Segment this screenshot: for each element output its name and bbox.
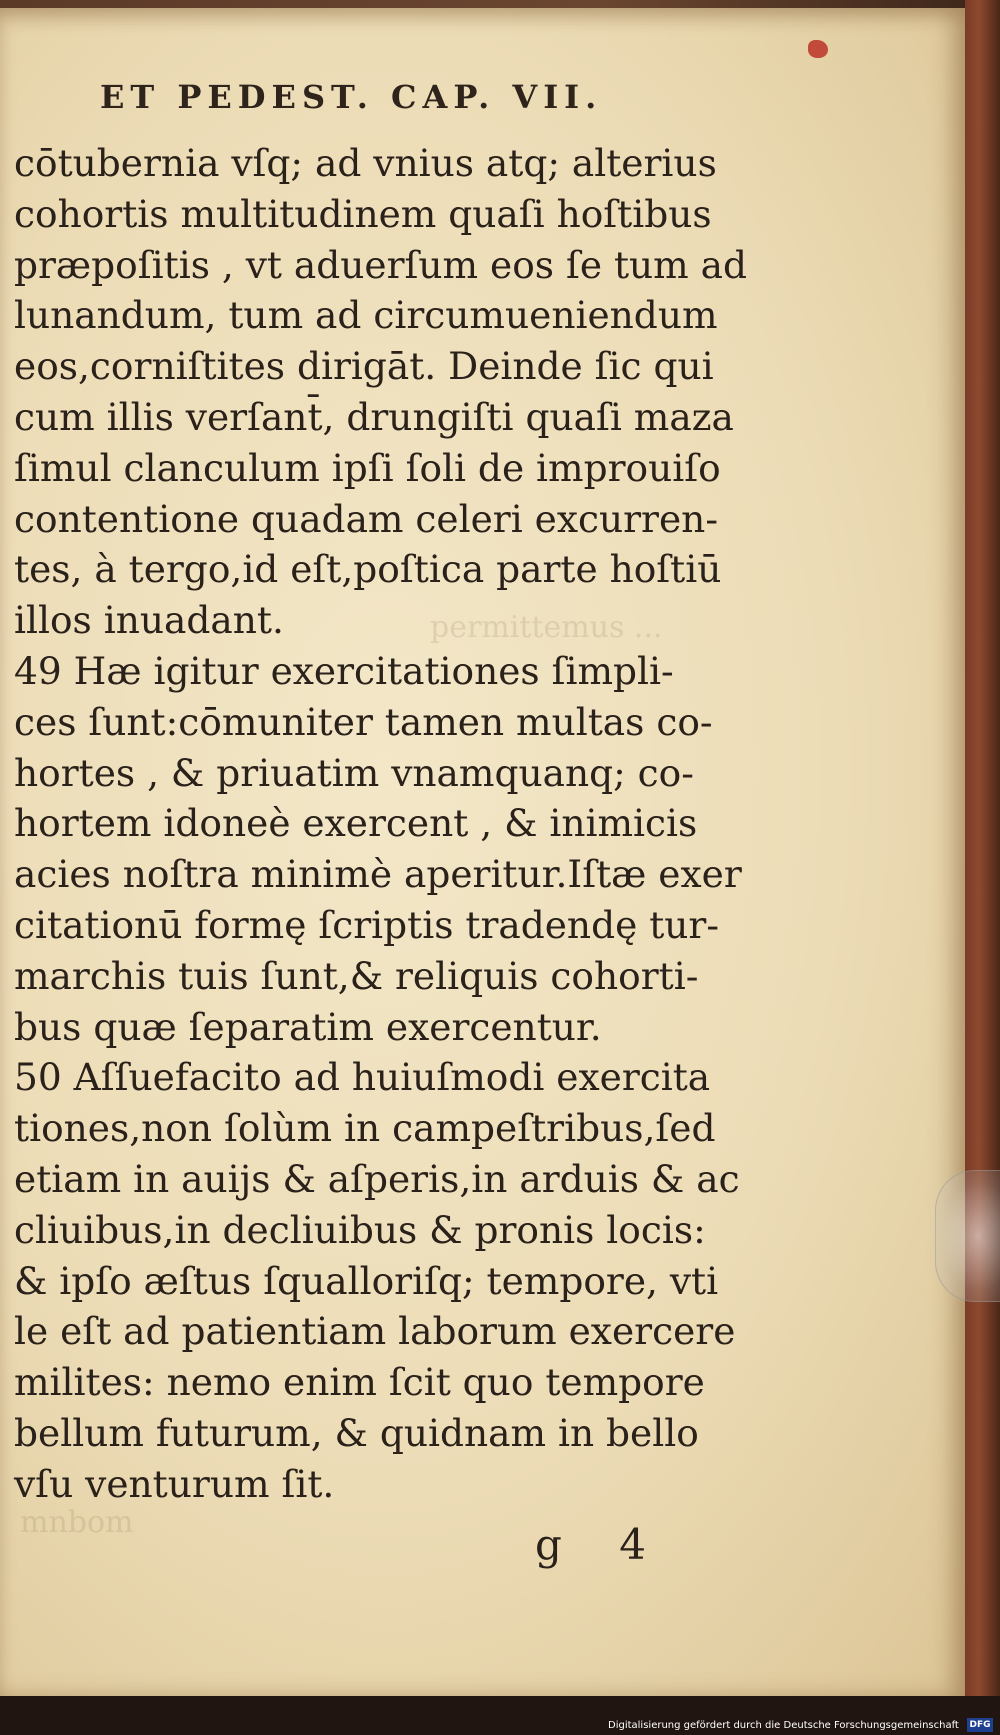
text-line: ſimul clanculum ipſi ſoli de improuiſo: [14, 445, 721, 490]
text-line: vſu venturum ſit.: [14, 1461, 335, 1506]
show-through-text: mnbom: [20, 1505, 134, 1540]
text-line: cum illis verſant̄, drungiſti quaſi maza: [14, 394, 734, 439]
text-line: præpoſitis , vt aduerſum eos ſe tum ad: [14, 242, 748, 287]
text-line: marchis tuis ſunt,& reliquis cohorti-: [14, 953, 699, 998]
text-line: cliuibus,in decliuibus & pronis locis:: [14, 1207, 706, 1252]
text-line: cohortis multitudinem quaſi hoſtibus: [14, 191, 712, 236]
red-stain: [808, 40, 828, 58]
body-text: [14, 138, 748, 1510]
running-head: ET PEDEST. CAP. VII.: [100, 78, 603, 116]
dfg-logo: DFG: [967, 1718, 993, 1732]
text-line: contentione quadam celeri excurren-: [14, 496, 718, 541]
text-line: citationū formę ſcriptis tradendę tur-: [14, 902, 720, 947]
text-line: illos inuadant.: [14, 598, 284, 643]
book-edge: [965, 0, 1000, 1700]
text-line: 50 Aſſuefacito ad huiuſmodi exercita: [14, 1055, 711, 1100]
show-through-text: permittemus ...: [430, 610, 663, 645]
text-line: acies noſtra minimè aperitur.Iſtæ exer: [14, 852, 742, 897]
text-line: bellum futurum, & quidnam in bello: [14, 1410, 699, 1455]
text-line: & ipſo æſtus ſqualloriſq; tempore, vti: [14, 1258, 719, 1303]
text-line: hortes , & priuatim vnamquanq; co-: [14, 750, 694, 795]
text-line: milites: nemo enim ſcit quo tempore: [14, 1360, 705, 1405]
text-line: hortem idoneè exercent , & inimicis: [14, 801, 698, 846]
text-line: cōtubernia vſq; ad vnius atq; alterius: [14, 141, 717, 185]
text-line: eos,corniſtites dirigāt. Deinde ſic qui: [14, 344, 714, 389]
text-line: etiam in auijs & aſperis,in arduis & ac: [14, 1156, 740, 1201]
digitization-credit: Digitalisierung gefördert durch die Deutsche Forschungsgemeinschaft: [608, 1720, 959, 1731]
signature-mark: g 4: [535, 1520, 668, 1569]
text-line: le eſt ad patientiam laborum exercere: [14, 1309, 736, 1354]
page-clip: [935, 1170, 1000, 1302]
text-line: lunandum, tum ad circumueniendum: [14, 293, 718, 338]
text-line: bus quæ ſeparatim exercentur.: [14, 1004, 602, 1049]
text-line: tiones,non ſolùm in campeſtribus,ſed: [14, 1106, 716, 1151]
text-line: 49 Hæ igitur exercitationes ſimpli-: [14, 648, 674, 693]
text-line: tes, à tergo,id eſt,poſtica parte hoſtiū: [14, 547, 722, 592]
text-line: ces ſunt:cōmuniter tamen multas co-: [14, 699, 713, 744]
